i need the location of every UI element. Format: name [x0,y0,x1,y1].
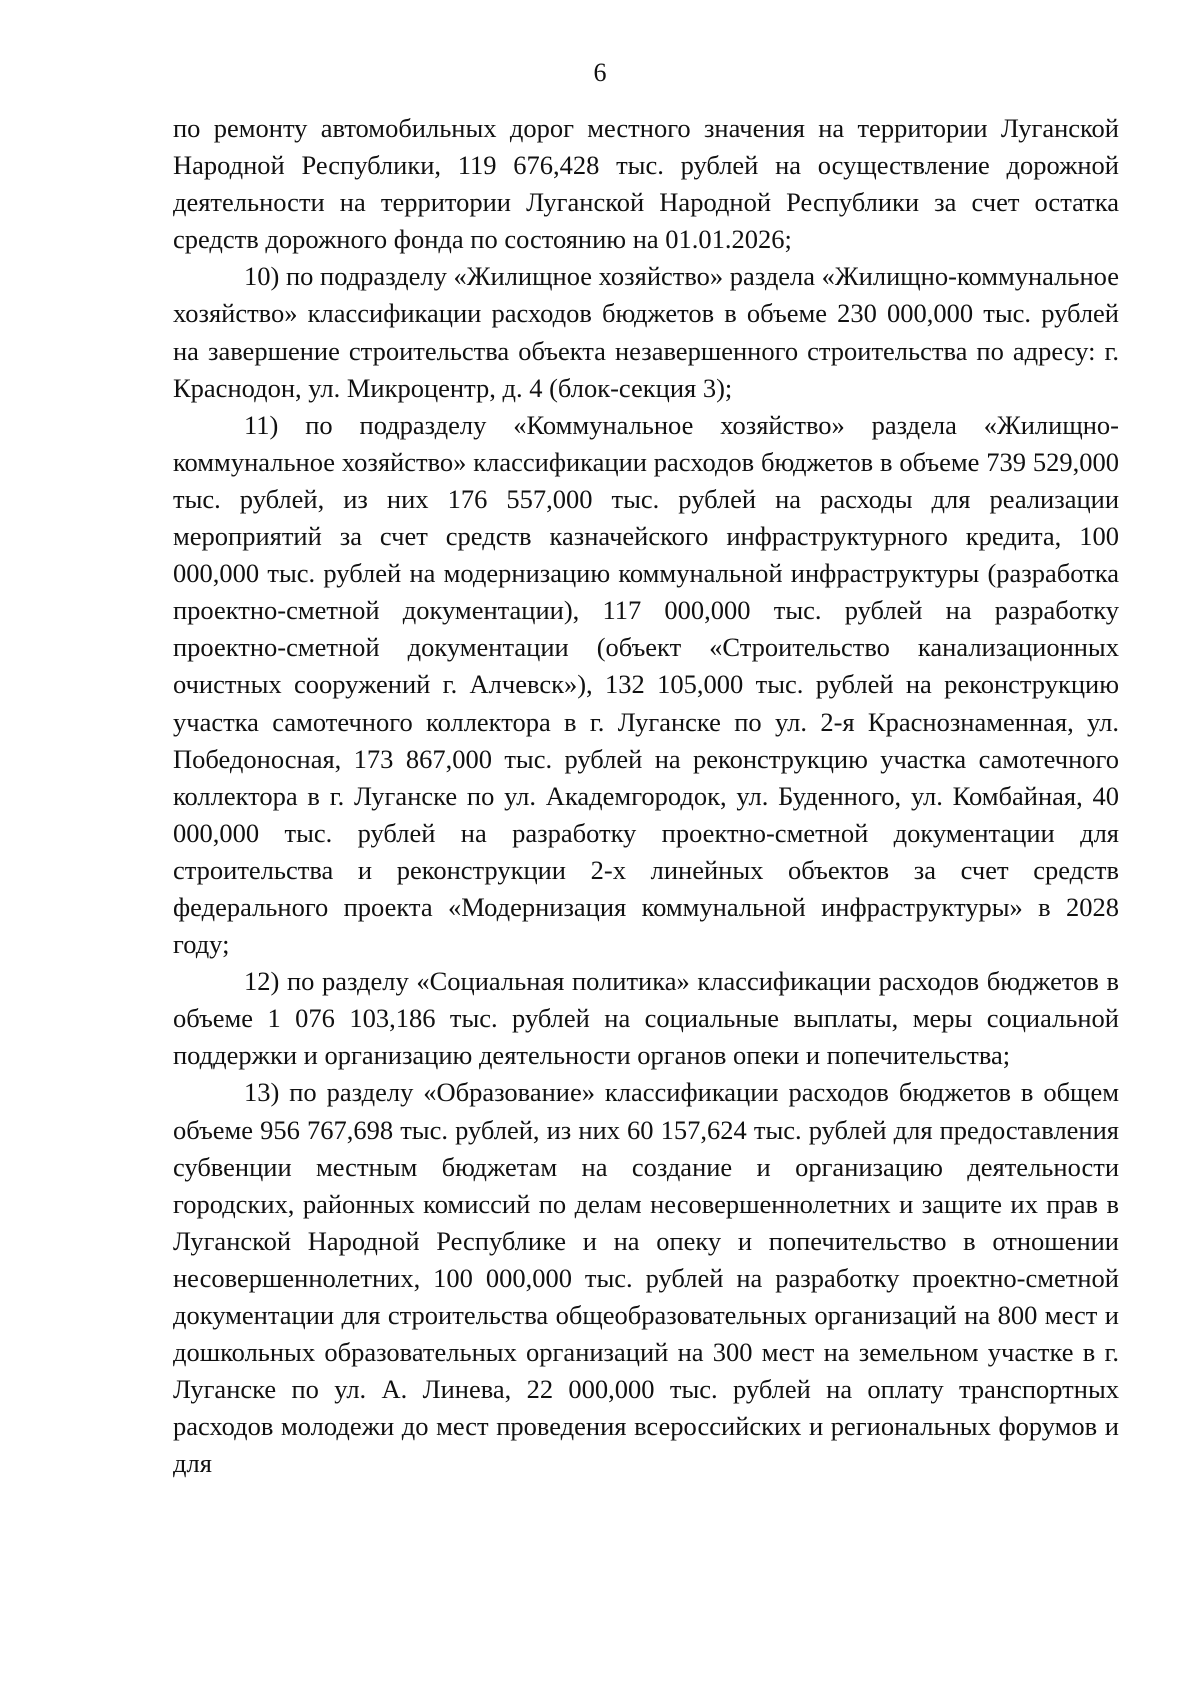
paragraph-item-13-education: 13) по разделу «Образование» классификации расходов бюджетов в общем объеме 956 767,698 тыс. рублей, из них 60 157,624 тыс. рублей для предоставления субвенции местным бюджетам на создание и организацию деятельности городских, районных комиссий по делам несовершеннолетних и защите их прав в Луганской Народной Республике и на опеку и попечительство в отношении несовершеннолетних, 100 000,000 тыс. рублей на разработку проектно-сметной документации для строительства общеобразовательных организаций на 800 мест и дошкольных образовательных организаций на 300 мест на земельном участке в г. Луганске по ул. А. Линева, 22 000,000 тыс. рублей на оплату транспортных расходов молодежи до мест проведения всероссийских и региональных форумов и для [173,1077,1119,1479]
paragraph-item-11-communal: 11) по подразделу «Коммунальное хозяйство» раздела «Жилищно-коммунальное хозяйство» классификации расходов бюджетов в объеме 739 529,000 тыс. рублей, из них 176 557,000 тыс. рублей на расходы для реализации мероприятий за счет средств казначейского инфраструктурного кредита, 100 000,000 тыс. рублей на модернизацию коммунальной инфраструктуры (разработка проектно-сметной документации), 117 000,000 тыс. рублей на разработку проектно-сметной документации (объект «Строительство канализационных очистных сооружений г. Алчевск»), 132 105,000 тыс. рублей на реконструкцию участка самотечного коллектора в г. Луганске по ул. 2-я Краснознаменная, ул. Победоносная, 173 867,000 тыс. рублей на реконструкцию участка самотечного коллектора в г. Луганске по ул. Академгородок, ул. Буденного, ул. Комбайная, 40 000,000 тыс. рублей на разработку проектно-сметной документации для строительства и реконструкции 2-х линейных объектов за счет средств федерального проекта «Модернизация коммунальной инфраструктуры» в 2028 году; [173,409,1119,960]
paragraph-item-12-social-policy: 12) по разделу «Социальная политика» классификации расходов бюджетов в объеме 1 076 103,186 тыс. рублей на социальные выплаты, меры социальной поддержки и организацию деятельности органов опеки и попечительства; [173,966,1119,1071]
paragraph-item-10-housing: 10) по подразделу «Жилищное хозяйство» раздела «Жилищно-коммунальное хозяйство» классификации расходов бюджетов в объеме 230 000,000 тыс. рублей на завершение строительства объекта незавершенного строительства по адресу: г. Краснодон, ул. Микроцентр, д. 4 (блок-секция 3); [173,261,1119,403]
paragraph-road-repair: по ремонту автомобильных дорог местного значения на территории Луганской Народной Республики, 119 676,428 тыс. рублей на осуществление дорожной деятельности на территории Луганской Народной Республики за счет остатка средств дорожного фонда по состоянию на 01.01.2026; [173,113,1119,255]
page-number: 6 [593,58,607,87]
document-body [173,110,1119,1482]
